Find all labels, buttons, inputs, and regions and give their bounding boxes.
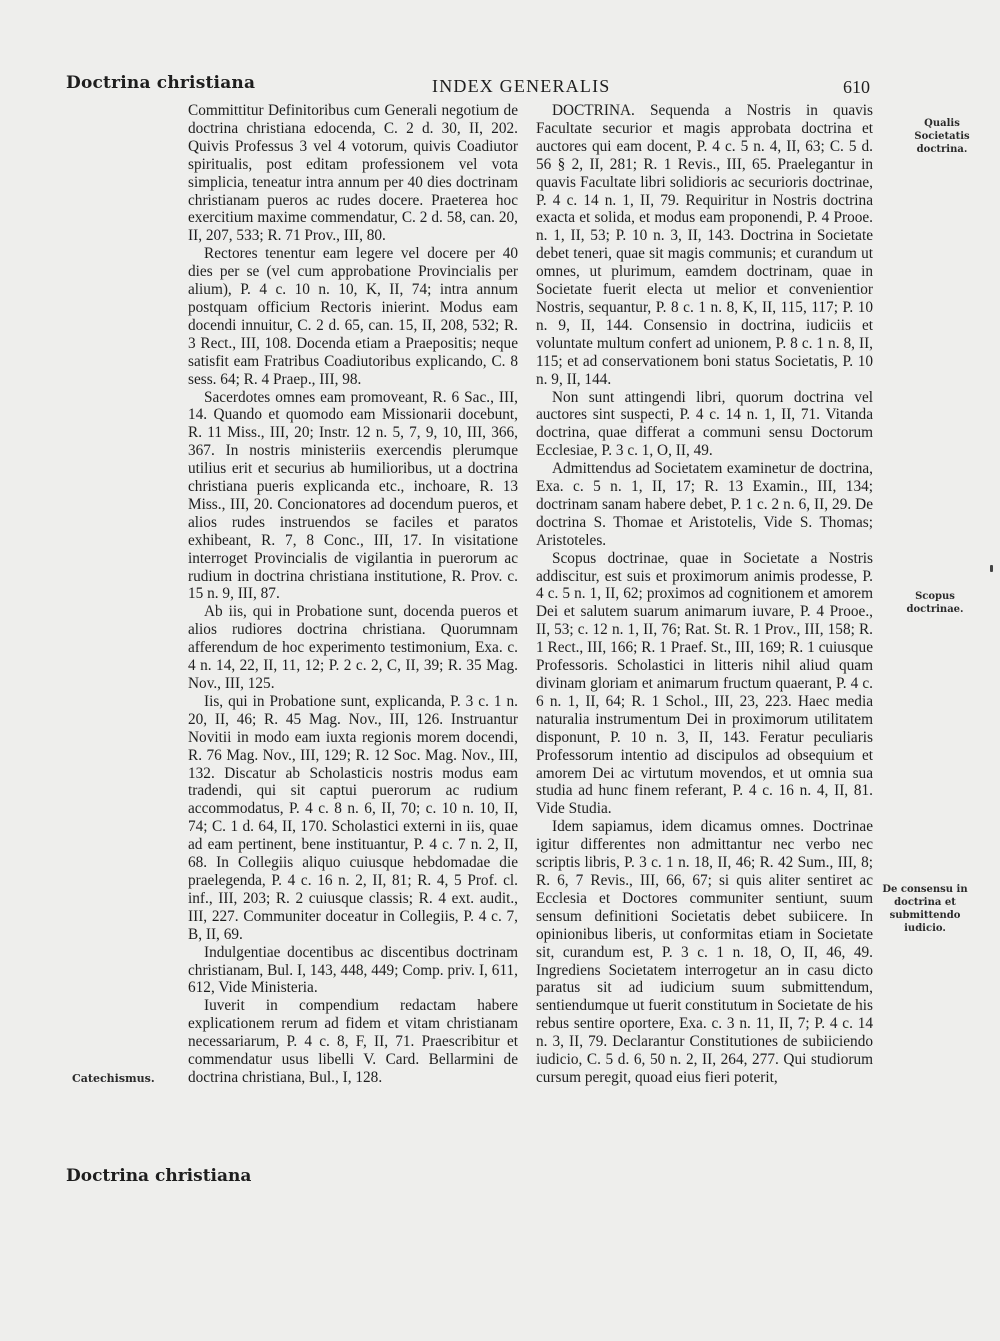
- left-paragraph-4: Ab iis, qui in Probatione sunt, docenda pueros et alios rudiores doctrina christiana. Quorumnam afferendum de hoc experimento testimonium, Exa. c. 4 n. 14, 22, II, 11, 12; P. 2 c. 2, C, II, 39; R. 35 Mag. Nov., III, 125.: [188, 603, 518, 692]
- left-paragraph-3: Sacerdotes omnes eam promoveant, R. 6 Sac., III, 14. Quando et quomodo eam Missionarii docebunt, R. 11 Miss., III, 20; Instr. 12 n. 5, 7, 9, 10, III, 366, 367. In nostris ministeriis exercendis plerumque utilius erit et securius ab humilioribus, ut a doctrina christiana pueris explicanda etc., inchoare, R. 13 Miss., III, 20. Concionatores ad docendum pueros, et alios rudes instruendos se faciles et paratos exhibeant, R. 7, 8 Conc., III, 17. In visitatione interroget Provincialis de vigilantia in puerorum ac rudium in doctrina christiana institutione, R. Prov. c. 15 n. 9, III, 87.: [188, 388, 518, 603]
- right-paragraph-2: Non sunt attingendi libri, quorum doctrina vel auctores sint suspecti, P. 4 c. 14 n. 1, II, 71. Vitanda doctrina, quae differat a communi sensu Doctorum Ecclesiae, P. 3 c. 1, O, II, 49.: [536, 388, 873, 460]
- left-column: [188, 102, 518, 1087]
- gutter-ink-mark: [990, 565, 993, 572]
- margin-note-scopus: Scopus doctrinae.: [906, 591, 964, 615]
- running-head-left: Doctrina christiana: [66, 73, 256, 93]
- left-paragraph-7: Iuverit in compendium redactam habere explicationem rerum ad fidem et vitam christianam necessariarum, P. 4 c. 8, F, II, 71. Praescribitur et commendatur usus libelli V. Card. Bellarmini de doctrina christiana, Bul., I, 128.: [188, 997, 518, 1086]
- margin-note-catechismus: Catechismus.: [72, 1072, 155, 1085]
- right-paragraph-5: Idem sapiamus, idem dicamus omnes. Doctrinae igitur differentes non admittantur nec verbo nec scriptis libris, P. 3 c. 1 n. 18, II, 46; R. 42 Sum., III, 8; R. 6, 7 Revis., III, 66, 67; si quis aliter sentiret ac Ecclesia et Doctores communiter sentiunt, suum sensum definitioni Societatis debet subiicere. In opinionibus liberis, ut conformitas etiam in Societate sit, curandum est, P. 3 c. 1 n. 18, O, II, 46, 49. Ingrediens Societatem interrogetur an in casu dicto paratus sit ad iudicium suum submittendum, sentiendumque ut fuerit constitutum in Societate de his rebus sentire oportere, Exa. c. 3 n. 11, II, 7; P. 4 c. 14 n. 3, II, 79. Declarantur Constitutiones de subiiciendo iudicio, C. 5 d. 6, 50 n. 2, II, 264, 277. Qui studiorum cursum peregit, quoad eius fieri poterit,: [536, 818, 873, 1086]
- left-paragraph-6: Indulgentiae docentibus ac discentibus doctrinam christianam, Bul. I, 143, 448, 449; Comp. priv. I, 611, 612, Vide Ministeria.: [188, 943, 518, 997]
- left-paragraph-2: Rectores tenentur eam legere vel docere per 40 dies per se (vel cum approbatione Provincialis per alium), P. 4 c. 10 n. 10, K, II, 74; intra annum postquam officium Rectoris inierint. Modus eam docendi innuitur, C. 2 d. 65, can. 15, II, 208, 532; R. 3 Rect., III, 108. Docenda etiam a Praepositis; neque satisfit eam Fratribus Coadiutoribus explicando, C. 8 sess. 64; R. 4 Praep., III, 98.: [188, 245, 518, 388]
- right-paragraph-3: Admittendus ad Societatem examinetur de doctrina, Exa. c. 5 n. 1, II, 17; R. 13 Examin., III, 134; doctrinam sanam habere debet, P. 1 c. 2 n. 6, II, 29. De doctrina S. Thomae et Aristotelis, Vide S. Thomas; Aristoteles.: [536, 460, 873, 549]
- right-paragraph-4: Scopus doctrinae, quae in Societate a Nostris addiscitur, est suis et proximorum animis prodesse, P. 4 c. 5 n. 1, II, 62; proximos ad cognitionem et amorem Dei et salutem suarum animarum iuvare, P. 4 Prooe., II, 53; c. 12 n. 1, II, 76; Rat. St. R. 1 Prov., III, 158; R. 1 Rect., III, 166; R. 1 Praef. St., III, 169; R. 1 cuiusque Professoris. Scholastici in litteris nihil aliud quam divinam gloriam et animarum fructum quaerant, P. 4 c. 6 n. 1, II, 64; R. 1 Schol., III, 23, 223. Haec media naturalia instrumentum Dei in proximorum utilitatem disponunt, P. 10 n. 3, II, 143. Feratur peculiaris Professorum intentio ad discipulos ad obsequium et amorem Dei ac virtutum movendos, et ut omnia sua studia ad hunc finem referant, P. 4 c. 16 n. 4, II, 81. Vide Studia.: [536, 549, 873, 818]
- page-number: 610: [843, 77, 870, 97]
- margin-note-consensu: De consensu in doctrina et submittendo iudicio.: [882, 884, 968, 934]
- left-paragraph-1: Committitur Definitoribus cum Generali negotium de doctrina christiana edocenda, C. 2 d. 30, II, 202. Quivis Professus 3 vel 4 votorum, quivis Coadiutor spiritualis, post editam professionem vel vota simplicia, teneatur intra annum per 40 dies doctrinam christianam pueros ac rudes docere. Praeterea hoc exercitium maxime commendatur, C. 2 d. 58, can. 20, II, 207, 533; R. 71 Prov., III, 80.: [188, 102, 518, 245]
- running-head-center: INDEX GENERALIS: [432, 76, 611, 96]
- next-entry-heading: Doctrina christiana: [66, 1166, 252, 1186]
- right-column: [536, 102, 873, 1087]
- right-paragraph-1: DOCTRINA. Sequenda a Nostris in quavis Facultate securior et magis approbata doctrina et auctores qui eam docent, P. 4 c. 5 n. 4, II, 63; C. 5 d. 56 § 2, II, 281; R. 1 Revis., III, 65. Praelegantur in quavis Facultate libri solidioris ac securioris doctrinae, P. 4 c. 14 n. 1, II, 79. Requiritur in Nostris doctrina exacta et solida, et modus eam proponendi, P. 4 Prooe. n. 1, II, 53; P. 10 n. 3, II, 143. Doctrina in Societate debet teneri, quae sit magis communis; et curandum ut omnes, ut plurimum, eamdem doctrinam, quae in Societate fuerit electa ut melior et convenientior Nostris, sequantur, P. 8 c. 1 n. 8, K, II, 115, 117; P. 10 n. 9, II, 144. Consensio in doctrina, iudiciis et voluntate multum confert ad unionem, P. 8 c. 1 n. 8, II, 115; et ad conservationem boni status Societatis, P. 10 n. 9, II, 144.: [536, 102, 873, 388]
- left-paragraph-5: Iis, qui in Probatione sunt, explicanda, P. 3 c. 1 n. 20, II, 46; R. 45 Mag. Nov., III, 126. Instruantur Novitii in modo eam iuxta regionis morem docendi, R. 76 Mag. Nov., III, 129; R. 12 Soc. Mag. Nov., III, 132. Discatur ab Scholasticis nostris modus eam tradendi, qui sit captui puerorum ac rudium accommodatus, P. 4 c. 8 n. 6, II, 70; c. 10 n. 10, II, 74; C. 1 d. 64, II, 170. Scholastici externi in iis, quae ad eam pertinent, bene instituantur, P. 4 c. 7 n. 2, II, 68. In Collegiis aliquo cuiusque hebdomadae die praelegenda, P. 4 c. 16 n. 2, II, 81; R. 4, 5 Prof. cl. inf., III, 203; R. 2 cuiusque classis; R. 4 ext. audit., III, 227. Communiter doceatur in Collegiis, P. 4 c. 7, B, II, 69.: [188, 692, 518, 943]
- margin-note-qualis: Qualis Societatis doctrina.: [914, 118, 970, 155]
